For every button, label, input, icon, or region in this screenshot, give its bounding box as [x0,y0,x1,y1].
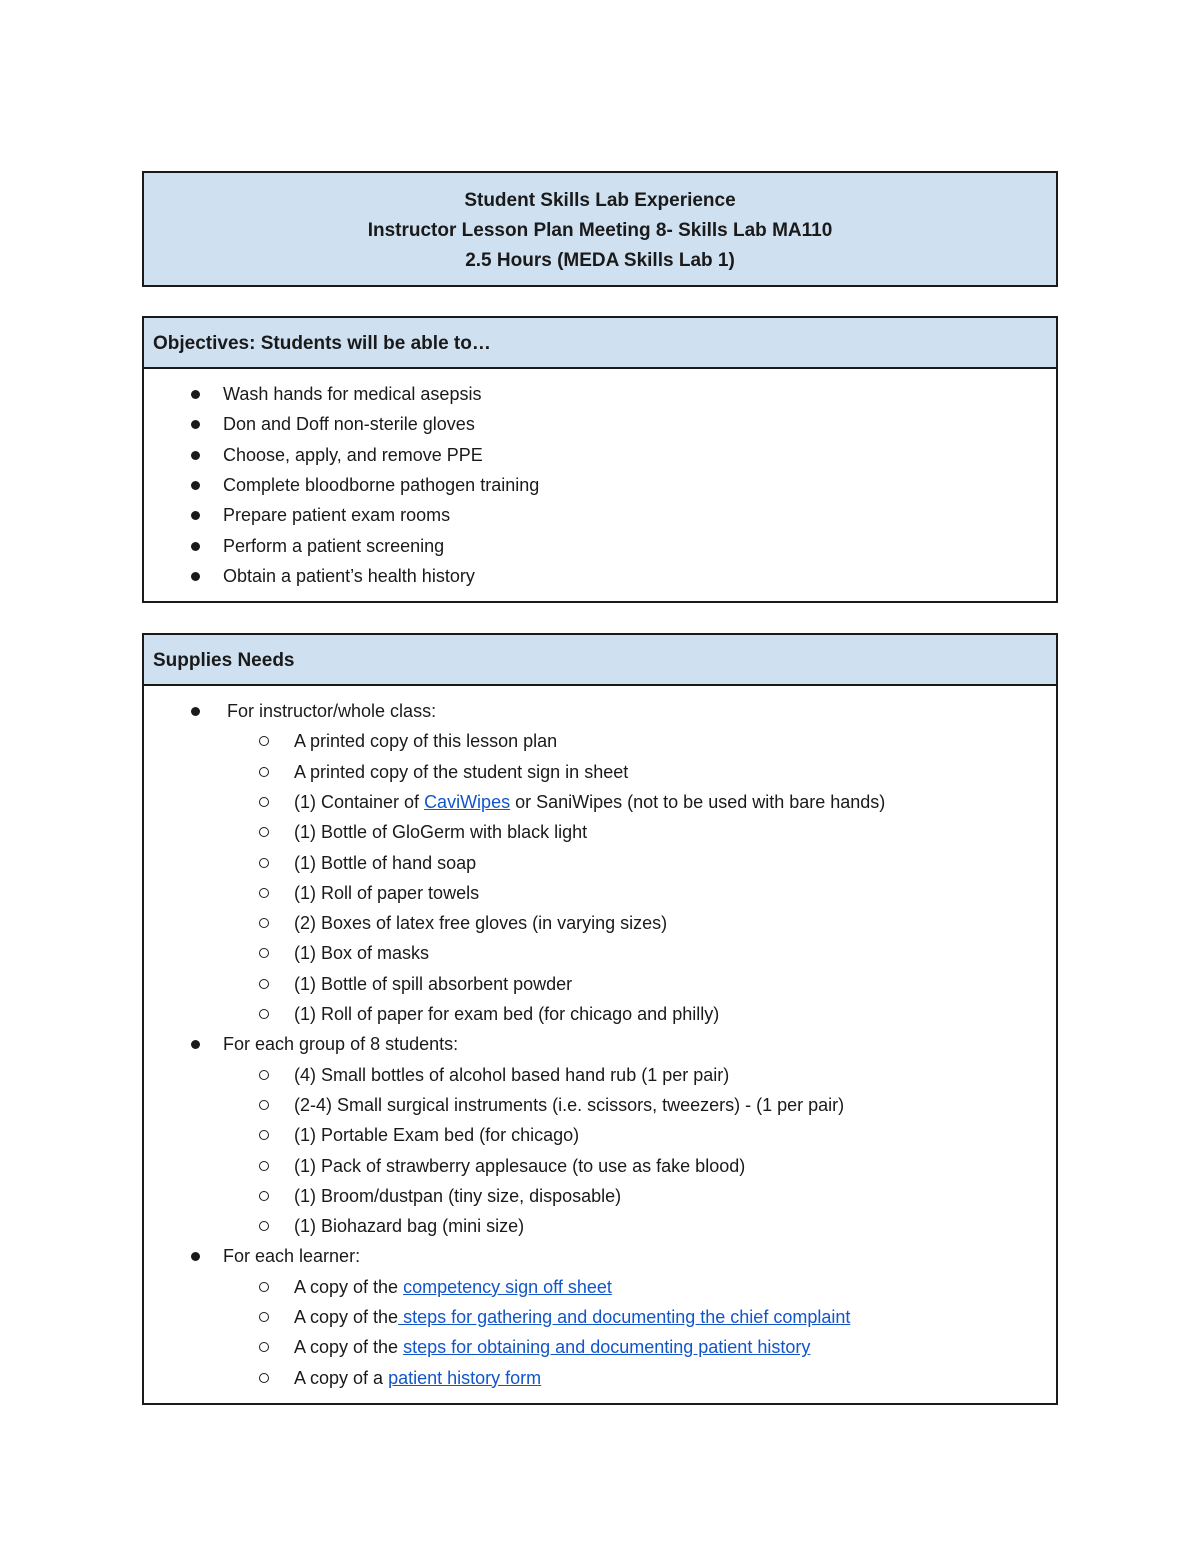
objectives-section [142,316,1058,603]
objective-item: Wash hands for medical asepsis [223,384,482,404]
supply-item: (1) Portable Exam bed (for chicago) [294,1125,580,1146]
objective-item: Complete bloodborne pathogen training [223,474,540,495]
title-line-1: Student Skills Lab Experience [464,190,736,211]
sub-bullet-icon [259,1100,269,1110]
supplies-heading: Supplies Needs [144,635,1056,686]
sub-bullet-icon [259,1130,269,1140]
sub-bullet-icon [259,888,269,898]
objective-item: Don and Doff non-sterile gloves [223,414,475,435]
item-text: (1) Container of [294,791,425,812]
bullet-icon [191,451,200,460]
title-line-3: 2.5 Hours (MEDA Skills Lab 1) [465,250,735,271]
document-link[interactable]: steps for gathering and documenting the chief complaint [398,1307,851,1327]
bullet-icon [191,420,200,429]
bullet-icon [191,1252,200,1261]
objective-item: Perform a patient screening [223,535,445,556]
item-text: A copy of a [294,1367,389,1388]
supply-item [294,1276,612,1298]
supply-item: (1) Bottle of spill absorbent powder [294,973,573,994]
document-link[interactable]: CaviWipes [424,791,511,812]
item-text: A copy of the [294,1276,404,1297]
sub-bullet-icon [259,1373,269,1383]
sub-bullet-icon [259,1070,269,1080]
item-text: A copy of the [294,1337,404,1358]
lesson-title-box [142,171,1058,287]
sub-bullet-icon [259,979,269,989]
supply-item [294,1336,810,1358]
objective-item: Choose, apply, and remove PPE [223,444,483,465]
sub-bullet-icon [259,1282,269,1292]
sub-bullet-icon [259,1312,269,1322]
bullet-icon [191,1040,200,1049]
title-line-2: Instructor Lesson Plan Meeting 8- Skills Lab MA110 [367,220,833,241]
supply-item: (1) Bottle of hand soap [294,852,477,873]
supply-item [294,791,885,813]
supply-item: (1) Bottle of GloGerm with black light [294,822,588,843]
document-link[interactable]: patient history form [388,1367,542,1388]
supply-item: (1) Roll of paper towels [294,882,480,903]
bullet-icon [191,542,200,551]
supply-item [294,1306,850,1328]
supply-item: (2) Boxes of latex free gloves (in varying sizes) [294,913,668,934]
supply-item: (1) Broom/dustpan (tiny size, disposable) [294,1185,622,1206]
item-text: A copy of the [294,1307,399,1327]
bullet-icon [191,707,200,716]
sub-bullet-icon [259,948,269,958]
supply-item [294,1367,541,1389]
sub-bullet-icon [259,1342,269,1352]
sub-bullet-icon [259,1161,269,1171]
item-text: or SaniWipes (not to be used with bare hands) [510,791,886,812]
sub-bullet-icon [259,918,269,928]
document-link[interactable]: competency sign off sheet [403,1276,612,1297]
supply-item: (1) Roll of paper for exam bed (for chicago and philly) [294,1004,720,1024]
sub-bullet-icon [259,1009,269,1019]
supply-group-label: For instructor/whole class: [227,701,437,721]
supply-group-label: For each learner: [223,1246,361,1267]
bullet-icon [191,572,200,581]
supply-group-label: For each group of 8 students: [223,1034,459,1055]
sub-bullet-icon [259,827,269,837]
supply-item: (1) Box of masks [294,943,430,964]
sub-bullet-icon [259,736,269,746]
objective-item: Prepare patient exam rooms [223,505,451,526]
supply-item: A printed copy of this lesson plan [294,731,558,752]
supplies-section [142,633,1058,1405]
sub-bullet-icon [259,858,269,868]
supply-item: (1) Pack of strawberry applesauce (to use as fake blood) [294,1155,746,1176]
supply-item: A printed copy of the student sign in sheet [294,761,629,782]
sub-bullet-icon [259,1221,269,1231]
objective-item: Obtain a patient’s health history [223,565,475,586]
bullet-icon [191,511,200,520]
document-link[interactable]: steps for obtaining and documenting patient history [403,1337,811,1358]
supply-item: (4) Small bottles of alcohol based hand rub (1 per pair) [294,1064,730,1085]
sub-bullet-icon [259,797,269,807]
objectives-heading: Objectives: Students will be able to… [144,318,1056,369]
sub-bullet-icon [259,767,269,777]
bullet-icon [191,481,200,490]
bullet-icon [191,390,200,399]
supply-item: (1) Biohazard bag (mini size) [294,1216,525,1237]
supply-item: (2-4) Small surgical instruments (i.e. scissors, tweezers) - (1 per pair) [294,1094,845,1115]
sub-bullet-icon [259,1191,269,1201]
